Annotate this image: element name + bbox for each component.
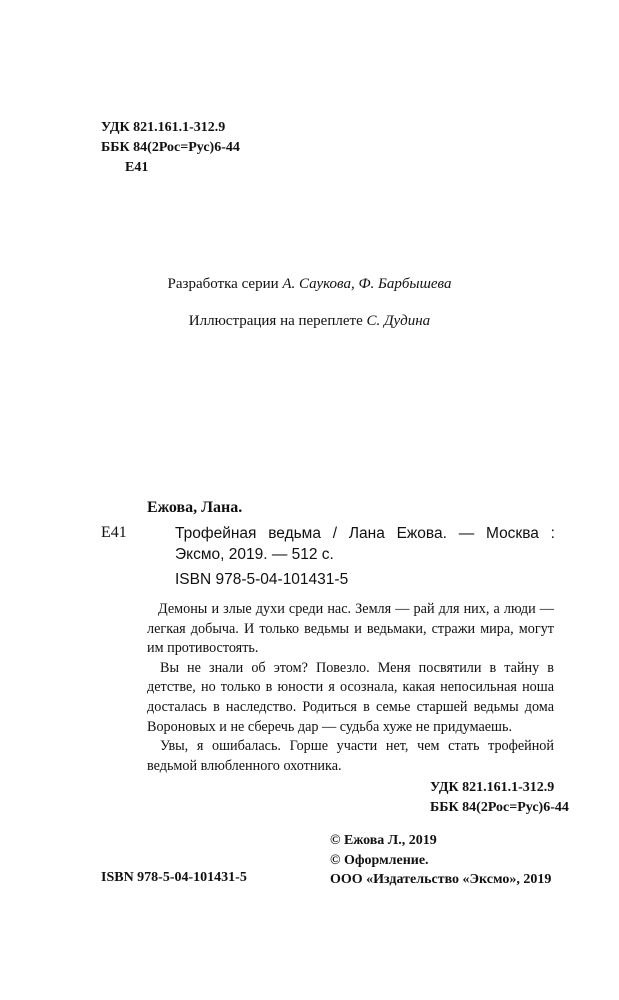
top-classification-codes bbox=[101, 118, 240, 178]
shelf-code: Е41 bbox=[125, 160, 149, 175]
bbk-code: ББК 84(2Рос=Рус)6-44 bbox=[430, 800, 569, 815]
annotation-paragraph: Демоны и злые духи среди нас. Земля — рай для них, а люди — легкая добыча. И только ведьмы и ведьмаки, стражи мира, могут им противостоять. bbox=[147, 601, 554, 657]
illustration-credit-label: Иллюстрация на переплете bbox=[188, 313, 363, 329]
annotation-paragraph: Вы не знали об этом? Повезло. Меня посвятили в тайну в детстве, но только в юности я осознала, какая непосильная ноша досталась в наследство. Родиться в семье старшей ведьмы дома Вороновых и не сберечь дар — судьба хуже не придумаешь. bbox=[147, 659, 554, 735]
series-credit-label: Разработка серии bbox=[167, 276, 279, 292]
illustration-credit-name: С. Дудина bbox=[366, 313, 431, 329]
bib-description: Трофейная ведьма / Лана Ежова. — Москва : Эксмо, 2019. — 512 с. bbox=[175, 525, 555, 563]
copyright-block bbox=[330, 831, 551, 890]
copyright-author: © Ежова Л., 2019 bbox=[330, 833, 437, 848]
isbn-bottom: ISBN 978-5-04-101431-5 bbox=[101, 870, 247, 885]
udk-code: УДК 821.161.1-312.9 bbox=[430, 780, 555, 795]
series-credit-names: А. Саукова, Ф. Барбышева bbox=[282, 276, 452, 292]
annotation bbox=[147, 600, 554, 776]
bottom-classification-codes bbox=[430, 778, 569, 818]
copyright-publisher: ООО «Издательство «Эксмо», 2019 bbox=[330, 872, 552, 887]
series-credit bbox=[0, 276, 619, 293]
bib-shelf-code: Е41 bbox=[101, 524, 127, 541]
udk-code: УДК 821.161.1-312.9 bbox=[101, 120, 226, 135]
bib-author: Ежова, Лана. bbox=[147, 499, 243, 516]
annotation-paragraph: Увы, я ошибалась. Горше участи нет, чем стать трофейной ведьмой влюбленного охотника. bbox=[147, 738, 554, 774]
illustration-credit bbox=[0, 313, 619, 330]
bib-isbn: ISBN 978-5-04-101431-5 bbox=[175, 571, 349, 588]
bbk-code: ББК 84(2Рос=Рус)6-44 bbox=[101, 140, 240, 155]
copyright-design: © Оформление. bbox=[330, 852, 429, 868]
